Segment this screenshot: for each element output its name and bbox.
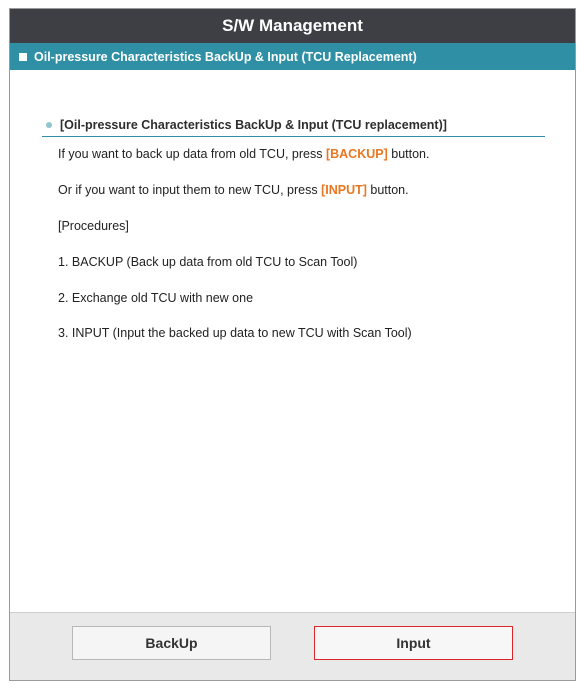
button-bar [10,612,575,680]
window-title: S/W Management [10,9,575,43]
procedures-label: [Procedures] [58,219,129,233]
instruction-backup-suffix: button. [387,147,430,161]
procedure-step: 1. BACKUP (Back up data from old TCU to Scan Tool) [58,255,358,269]
input-button[interactable]: Input [314,626,513,660]
procedure-step: 2. Exchange old TCU with new one [58,291,254,305]
dot-bullet-icon [46,122,52,128]
section-header [10,43,575,70]
instruction-input [58,183,409,197]
square-bullet-icon [19,53,27,61]
instruction-backup [58,147,429,161]
backup-keyword: [BACKUP] [325,147,388,161]
instruction-input-text: Or if you want to input them to new TCU, press [58,183,322,197]
backup-button[interactable]: BackUp [72,626,271,660]
content-panel [10,70,575,613]
input-keyword: [INPUT] [321,183,367,197]
content-heading-text: [Oil-pressure Characteristics BackUp & Input (TCU replacement)] [60,118,447,132]
instruction-input-suffix: button. [366,183,409,197]
section-title: Oil-pressure Characteristics BackUp & Input (TCU Replacement) [34,49,417,64]
instruction-backup-text: If you want to back up data from old TCU, press [58,147,326,161]
procedure-step: 3. INPUT (Input the backed up data to new TCU with Scan Tool) [58,326,412,340]
sw-management-window [9,8,576,681]
content-heading [42,114,545,137]
